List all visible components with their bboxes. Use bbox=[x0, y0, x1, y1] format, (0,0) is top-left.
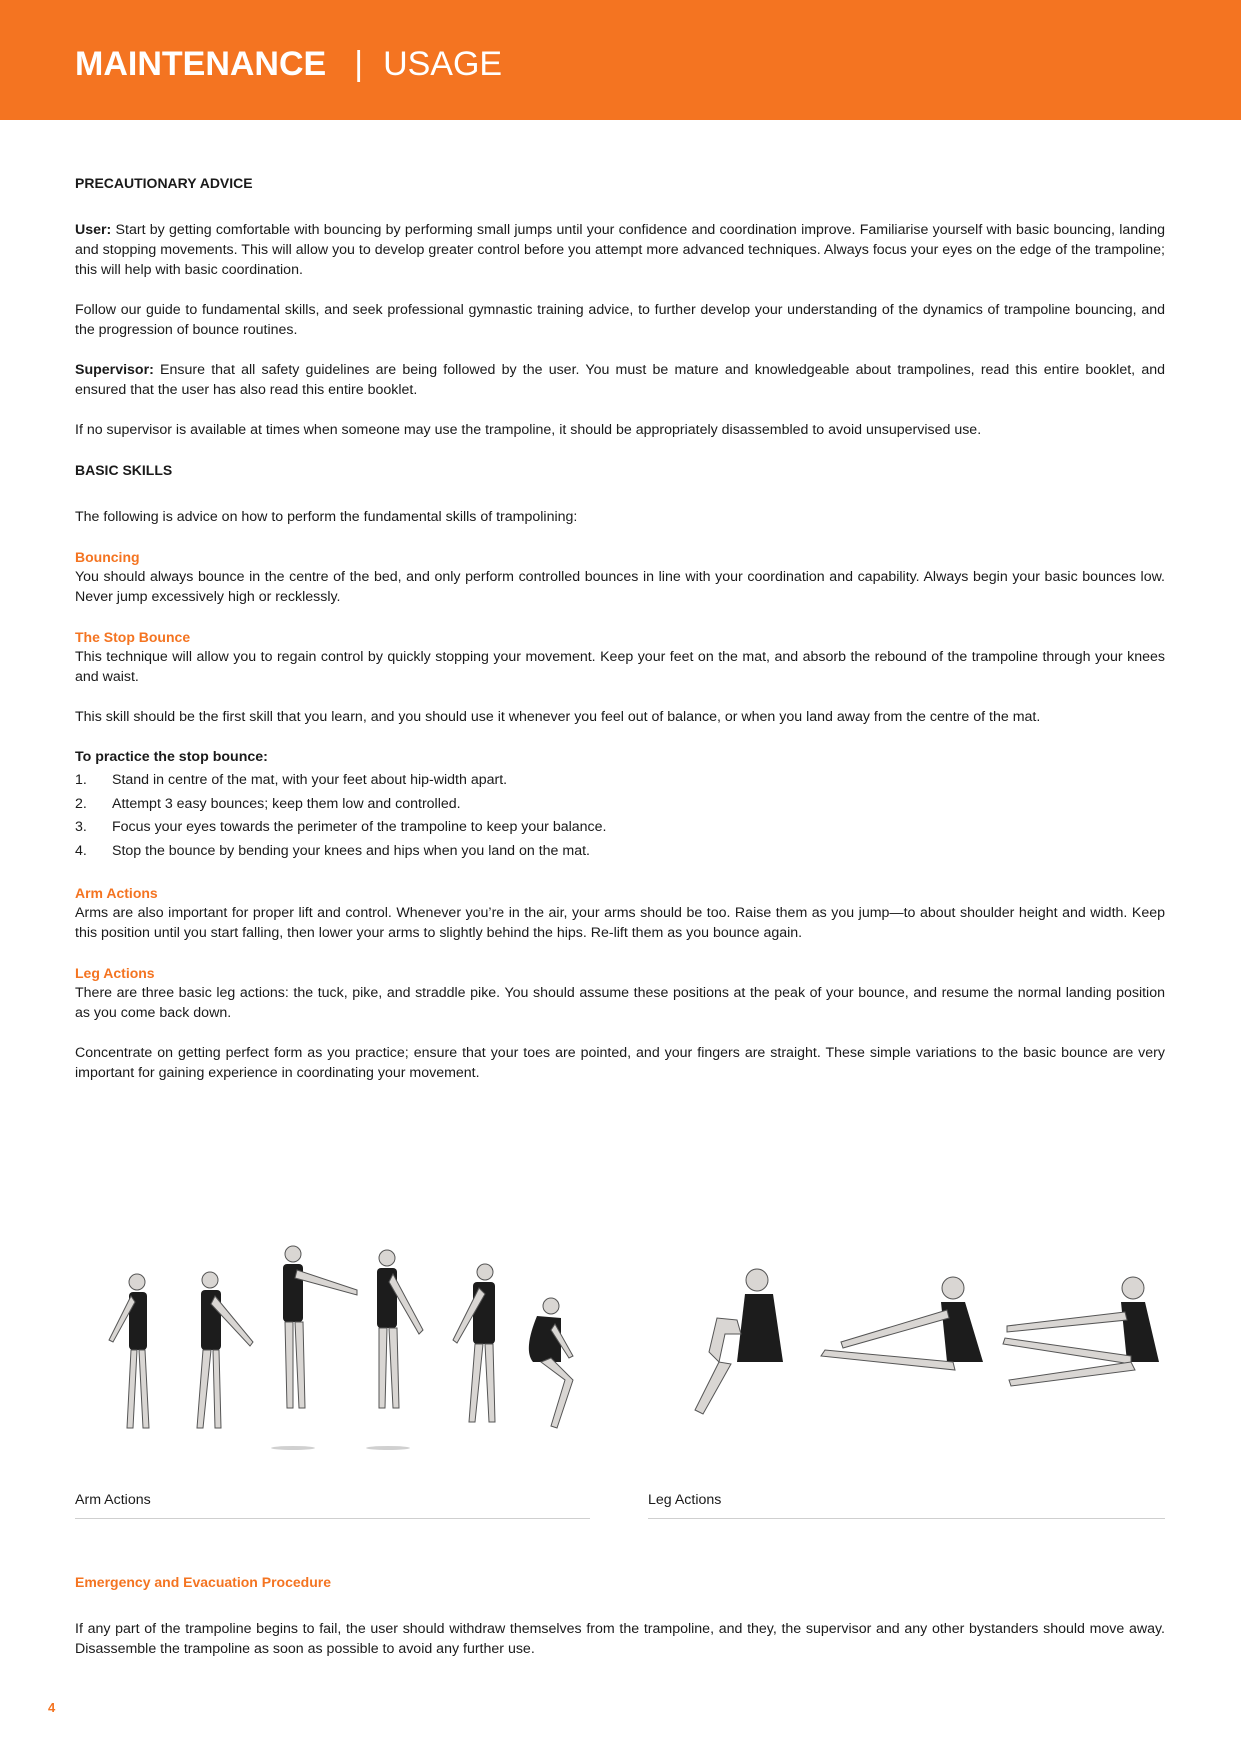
list-item: 2. Attempt 3 easy bounces; keep them low and controlled. bbox=[75, 795, 461, 812]
figure-pike bbox=[821, 1277, 983, 1370]
emergency-section bbox=[75, 1572, 1165, 1659]
arm-actions-paragraph: Arms are also important for proper lift and control. Whenever you’re in the air, your arms should be too. Raise them as you jump—to about shoulder height and width. Keep this position until you start falling, then lower your arms to slightly behind the hips. Re-lift them as you bounce again. bbox=[75, 905, 1165, 941]
figure-arm-3 bbox=[271, 1246, 357, 1450]
figure-arm-2 bbox=[197, 1272, 253, 1428]
user-paragraph bbox=[75, 220, 1165, 280]
arm-actions-caption: Arm Actions bbox=[75, 1490, 590, 1519]
list-item: 1. Stand in centre of the mat, with your feet about hip-width apart. bbox=[75, 772, 508, 788]
arm-actions-illustration bbox=[75, 1230, 595, 1460]
figure-arm-5 bbox=[453, 1264, 495, 1422]
emergency-title: Emergency and Evacuation Procedure bbox=[75, 1574, 331, 1590]
stop-bounce-paragraph-2: This skill should be the first skill that you learn, and you should use it whenever you feel out of balance, or when you land away from the centre of the mat. bbox=[75, 709, 1041, 725]
header-title bbox=[75, 44, 502, 84]
leg-actions-illustration bbox=[665, 1230, 1165, 1460]
figure-straddle-pike bbox=[1003, 1277, 1159, 1386]
header-separator: | bbox=[354, 45, 364, 83]
practice-title: To practice the stop bounce: bbox=[75, 749, 268, 765]
arm-actions-title: Arm Actions bbox=[75, 885, 158, 901]
header-subsection: USAGE bbox=[383, 45, 503, 83]
emergency-paragraph: If any part of the trampoline begins to fail, the user should withdraw themselves from the trampoline, and they, the supervisor and any other bystanders should move away. Disassemble the trampoline as soon as possible to avoid any further use. bbox=[75, 1621, 1165, 1657]
basic-skills-intro: The following is advice on how to perform the fundamental skills of trampolining: bbox=[75, 509, 578, 525]
stop-bounce-title: The Stop Bounce bbox=[75, 629, 191, 645]
list-item: 3. Focus your eyes towards the perimeter of the trampoline to keep your balance. bbox=[75, 819, 607, 835]
list-item: 4. Stop the bounce by bending your knees and hips when you land on the mat. bbox=[75, 842, 590, 859]
bouncing-paragraph: You should always bounce in the centre of the bed, and only perform controlled bounces in line with your coordination and capability. Always begin your basic bounces low. Never jump excessively high or recklessly. bbox=[75, 569, 1165, 605]
header-section: MAINTENANCE bbox=[75, 45, 327, 83]
leg-actions-title: Leg Actions bbox=[75, 965, 155, 981]
practice-steps bbox=[75, 769, 1165, 863]
stop-bounce-paragraph: This technique will allow you to regain control by quickly stopping your movement. Keep your feet on the mat, and absorb the rebound of the trampoline through your knees and waist. bbox=[75, 649, 1165, 685]
main-content bbox=[75, 173, 1165, 1083]
guide-paragraph: Follow our guide to fundamental skills, and seek professional gymnastic training advice, to further develop your understanding of the dynamics of trampoline bouncing, and the progression of bounce routines. bbox=[75, 302, 1165, 338]
leg-actions-paragraph: There are three basic leg actions: the tuck, pike, and straddle pike. You should assume these positions at the peak of your bounce, and resume the normal landing position as you come back down. bbox=[75, 985, 1165, 1021]
supervisor-paragraph bbox=[75, 360, 1165, 400]
precautionary-title: PRECAUTIONARY ADVICE bbox=[75, 175, 253, 191]
supervisor-text: Ensure that all safety guidelines are being followed by the user. You must be mature and knowledgeable about trampolines, read this entire booklet, and ensured that the user has also read this entire booklet. bbox=[75, 362, 1165, 398]
page-number: 4 bbox=[48, 1700, 56, 1715]
user-text: Start by getting comfortable with bouncing by performing small jumps until your confidence and coordination improve. Familiarise yourself with basic bouncing, landing and stopping movements. This will allow you to develop greater control before you attempt more advanced techniques. Always focus your eyes on the edge of the trampoline; this will help with basic coordination. bbox=[75, 222, 1165, 278]
figure-arm-6 bbox=[529, 1298, 573, 1428]
supervisor-label: Supervisor: bbox=[75, 362, 154, 378]
page-header bbox=[0, 0, 1241, 120]
basic-skills-title: BASIC SKILLS bbox=[75, 462, 173, 478]
figure-arm-1 bbox=[109, 1274, 149, 1428]
user-label: User: bbox=[75, 222, 112, 238]
bouncing-title: Bouncing bbox=[75, 549, 140, 565]
leg-actions-caption: Leg Actions bbox=[648, 1490, 1165, 1519]
figure-tuck bbox=[695, 1269, 783, 1414]
no-supervisor-paragraph: If no supervisor is available at times when someone may use the trampoline, it should be appropriately disassembled to avoid unsupervised use. bbox=[75, 422, 982, 438]
leg-actions-paragraph-2: Concentrate on getting perfect form as you practice; ensure that your toes are pointed, and your fingers are straight. These simple variations to the basic bounce are very important for gaining experience in coordinating your movement. bbox=[75, 1045, 1165, 1081]
figure-arm-4 bbox=[366, 1250, 423, 1450]
illustrations bbox=[75, 1230, 1165, 1460]
